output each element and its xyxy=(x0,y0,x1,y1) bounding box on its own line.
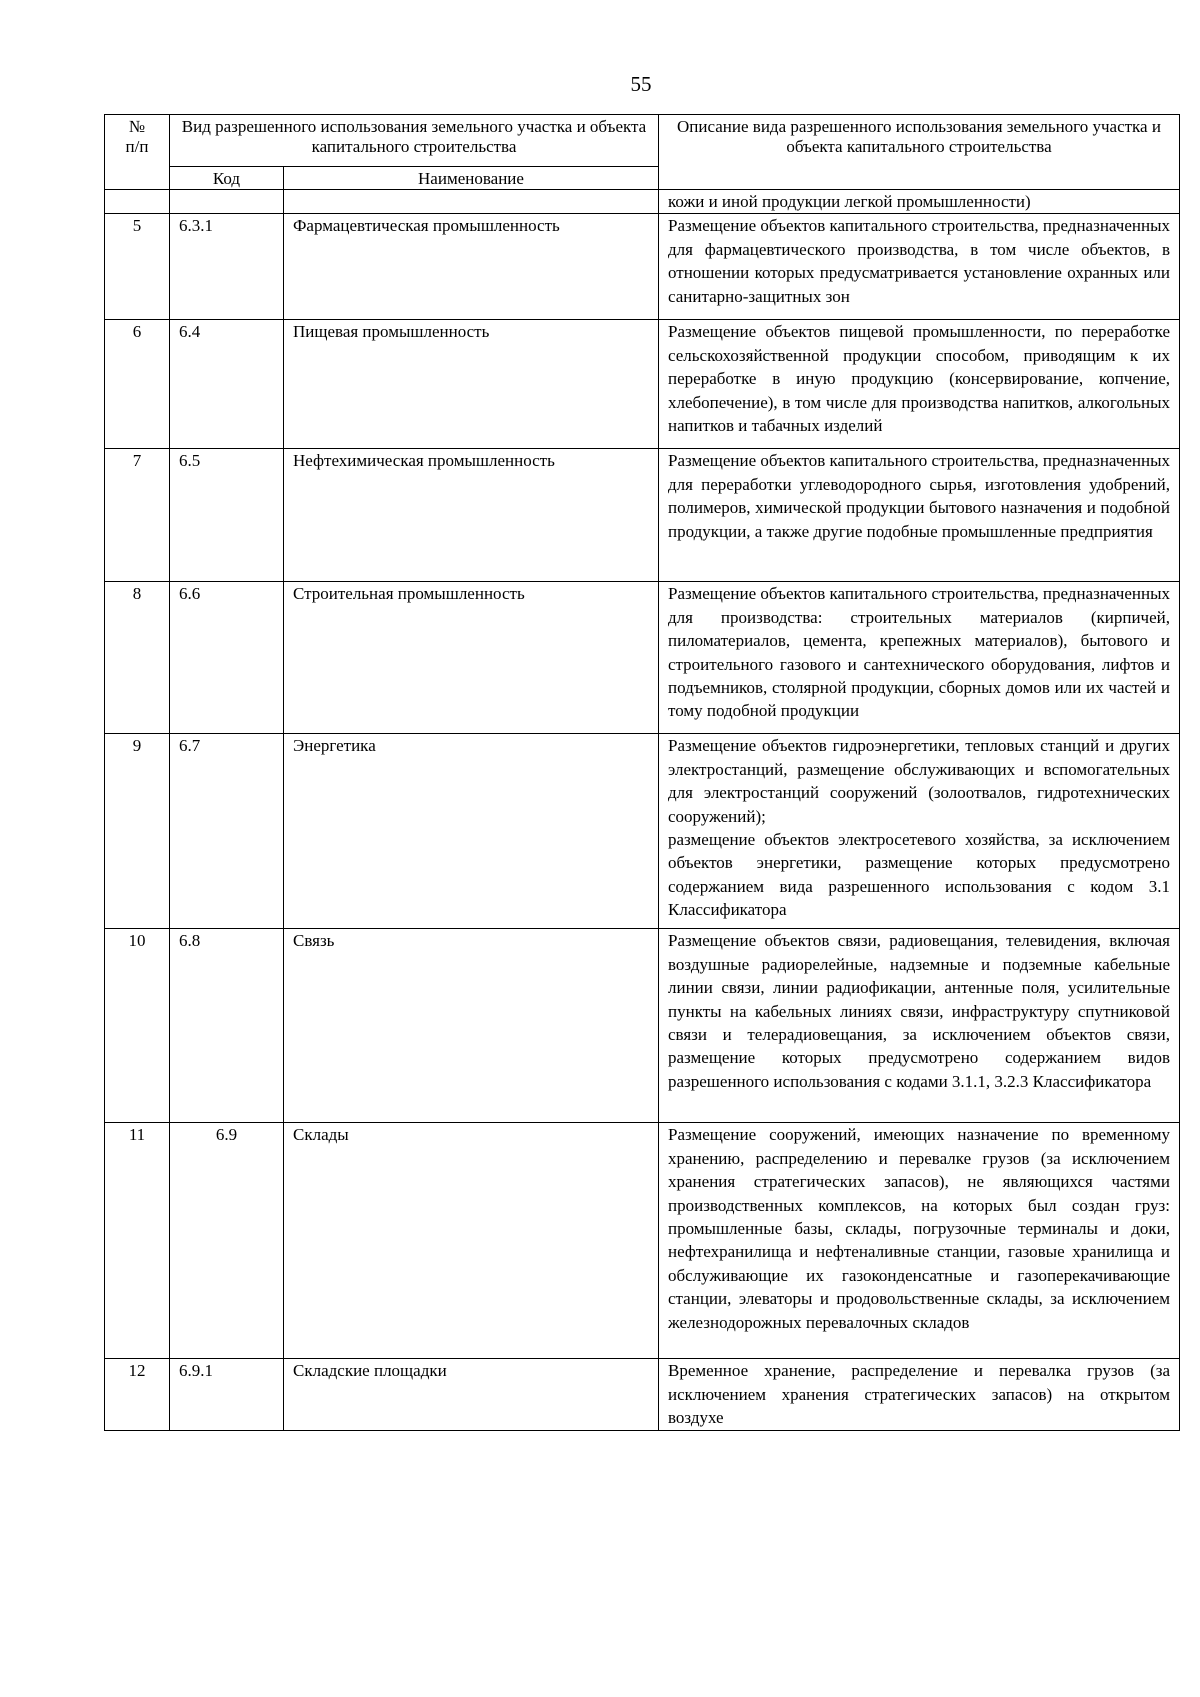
cell-name: Энергетика xyxy=(284,734,659,929)
cell-code xyxy=(170,190,284,214)
cell-number: 12 xyxy=(105,1359,170,1430)
continuation-row xyxy=(105,190,1180,214)
cell-code: 6.4 xyxy=(170,320,284,449)
table-row xyxy=(105,1359,1180,1430)
cell-number: 6 xyxy=(105,320,170,449)
cell-description: кожи и иной продукции легкой промышленности) xyxy=(659,190,1180,214)
header-number-label: № п/п xyxy=(125,117,149,156)
header-description: Описание вида разрешенного использования земельного участка и объекта капитального строительства xyxy=(659,115,1180,190)
description-paragraph: Размещение объектов гидроэнергетики, тепловых станций и других электростанций, размещение обслуживающих и вспомогательных для электростанций сооружений (золоотвалов, гидротехнических сооружений); xyxy=(668,736,1170,826)
cell-code: 6.7 xyxy=(170,734,284,929)
header-group: Вид разрешенного использования земельного участка и объекта капитального строительства xyxy=(170,115,659,167)
cell-description xyxy=(659,734,1180,929)
cell-description xyxy=(659,449,1180,582)
cell-code: 6.5 xyxy=(170,449,284,582)
cell-name: Пищевая промышленность xyxy=(284,320,659,449)
cell-number: 8 xyxy=(105,582,170,734)
cell-code: 6.6 xyxy=(170,582,284,734)
cell-number: 7 xyxy=(105,449,170,582)
cell-name: Склады xyxy=(284,1123,659,1359)
cell-code: 6.3.1 xyxy=(170,214,284,320)
cell-description xyxy=(659,929,1180,1123)
cell-name: Нефтехимическая промышленность xyxy=(284,449,659,582)
description-paragraph: размещение объектов электросетевого хозяйства, за исключением объектов энергетики, размещение которых предусмотрено содержанием вида разрешенного использования с кодом 3.1 Классификатора xyxy=(668,830,1170,920)
cell-name: Связь xyxy=(284,929,659,1123)
page-number: 55 xyxy=(630,72,652,96)
table-row xyxy=(105,582,1180,734)
table-row xyxy=(105,929,1180,1123)
table-row xyxy=(105,734,1180,929)
cell-code: 6.9 xyxy=(170,1123,284,1359)
cell-name: Строительная промышленность xyxy=(284,582,659,734)
table-row xyxy=(105,214,1180,320)
table-row xyxy=(105,449,1180,582)
header-code: Код xyxy=(170,167,284,190)
description-paragraph: Размещение сооружений, имеющих назначение по временному хранению, распределению и перевалке грузов (за исключением хранения стратегических запасов), не являющихся частями производственных комплексов, на которых был создан груз: промышленные базы, склады, погрузочные терминалы и доки, нефтехранилища и нефтеналивные станции, газовые хранилища и обслуживающие их газоконденсатные и газоперекачивающие станции, элеваторы и продовольственные склады, за исключением железнодорожных перевалочных складов xyxy=(668,1125,1170,1332)
cell-number: 11 xyxy=(105,1123,170,1359)
description-paragraph: Размещение объектов капитального строительства, предназначенных для фармацевтического производства, в том числе объектов, в отношении которых предусматривается установление охранных или санитарно-защитных зон xyxy=(668,216,1170,306)
cell-description xyxy=(659,320,1180,449)
land-use-table xyxy=(104,114,1180,1431)
cell-description xyxy=(659,582,1180,734)
cell-code: 6.8 xyxy=(170,929,284,1123)
cell-description xyxy=(659,214,1180,320)
description-paragraph: Размещение объектов капитального строительства, предназначенных для переработки углеводородного сырья, изготовления удобрений, полимеров, химической продукции бытового назначения и подобной продукции, а также другие подобные промышленные предприятия xyxy=(668,451,1170,541)
description-paragraph: Размещение объектов капитального строительства, предназначенных для производства: строительных материалов (кирпичей, пиломатериалов, цемента, крепежных материалов), бытового и строительного газового и сантехнического оборудования, лифтов и подъемников, столярной продукции, сборных домов или их частей и тому подобной продукции xyxy=(668,584,1170,721)
table-row xyxy=(105,1123,1180,1359)
description-paragraph: Размещение объектов пищевой промышленности, по переработке сельскохозяйственной продукции способом, приводящим к их переработке в иную продукцию (консервирование, копчение, хлебопечение), в том числе для производства напитков, алкогольных напитков и табачных изделий xyxy=(668,322,1170,436)
cell-number: 5 xyxy=(105,214,170,320)
description-paragraph: Временное хранение, распределение и перевалка грузов (за исключением хранения стратегических запасов) на открытом воздухе xyxy=(668,1361,1170,1428)
header-name: Наименование xyxy=(284,167,659,190)
cell-number xyxy=(105,190,170,214)
cell-number: 10 xyxy=(105,929,170,1123)
description-paragraph: Размещение объектов связи, радиовещания, телевидения, включая воздушные радиорелейные, надземные и подземные кабельные линии связи, линии радиофикации, антенные поля, усилительные пункты на кабельных линиях связи, инфраструктуру спутниковой связи и телерадиовещания, за исключением объектов связи, размещение которых предусмотрено содержанием видов разрешенного использования с кодами 3.1.1, 3.2.3 Классификатора xyxy=(668,931,1170,1091)
cell-description xyxy=(659,1123,1180,1359)
cell-number: 9 xyxy=(105,734,170,929)
header-number xyxy=(105,115,170,190)
cell-name xyxy=(284,190,659,214)
cell-name: Фармацевтическая промышленность xyxy=(284,214,659,320)
cell-name: Складские площадки xyxy=(284,1359,659,1430)
table-row xyxy=(105,320,1180,449)
cell-code: 6.9.1 xyxy=(170,1359,284,1430)
cell-description xyxy=(659,1359,1180,1430)
